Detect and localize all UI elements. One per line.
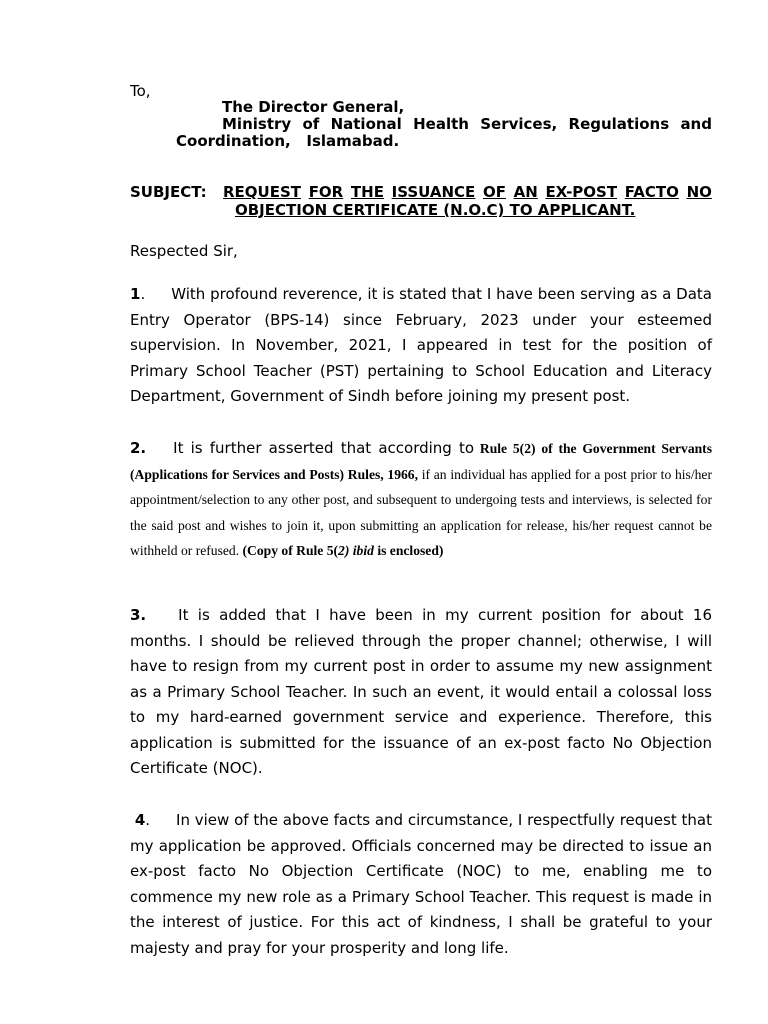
subject-line2: OBJECTION CERTIFICATE (N.O.C) TO APPLICANT. (235, 201, 636, 219)
ministry-word: National (330, 115, 402, 133)
paragraph-lead: It is further asserted that according to (173, 439, 475, 457)
subject-word: FOR (308, 183, 344, 201)
paragraph-3 (130, 603, 712, 782)
subject-word: ISSUANCE (391, 183, 476, 201)
subject-word: OF (482, 183, 506, 201)
subject-word: THE (350, 183, 384, 201)
paragraph-text: It is added that I have been in my current position for about 16 months. I should be relieved through the proper channel; otherwise, I will have to resign from my current post in order to assume my new assignment as a Primary School Teacher. In such an event, it would entail a colossal loss to my hard-earned government service and experience. Therefore, this application is submitted for the issuance of an ex-post facto No Objection Certificate (NOC). (130, 606, 712, 777)
ministry-word: of (302, 115, 320, 133)
paragraph-text: In view of the above facts and circumstance, I respectfully request that my application be approved. Officials concerned may be directed to issue an ex-post facto No Objection Certificate (NOC) to me, enabling me to commence my new role as a Primary School Teacher. This request is made in the interest of justice. For this act of kindness, I shall be grateful to your majesty and pray for your prosperity and long life. (130, 811, 712, 957)
subject-label: SUBJECT: (130, 183, 207, 201)
salutation: Respected Sir, (130, 242, 238, 260)
rule-reference: Rule 5(2) of the Government Servants (Applications for Services and Posts) Rules, 1966, (130, 441, 713, 482)
ministry-word: Ministry (222, 115, 292, 133)
ministry-word: Health (413, 115, 469, 133)
copy-note-a: (Copy of Rule 5( (242, 543, 339, 558)
copy-note-b: 2) ibid (338, 543, 374, 558)
paragraph-number: 4 (134, 811, 146, 829)
paragraph-number: 2. (130, 439, 147, 457)
paragraph-text: if an individual has applied for a post prior to his/her appointment/selection to any other post, and subsequent to undergoing tests and interviews, is selected for the said post and wishes to join it, upon submitting an application for release, his/her request cannot be withheld or refused. (130, 466, 712, 558)
recipient-title: The Director General, (222, 98, 405, 116)
ministry-word: Services, (480, 115, 558, 133)
recipient-ministry-line1 (222, 116, 712, 133)
paragraph-2 (130, 436, 712, 564)
paragraph-4: 4. In view of the above facts and circumstance, I respectfully request that my application be approved. Officials concerned may be directed to issue an ex-post facto No Objection Certificate (NOC) to me, enabling me to commence my new role as a Primary School Teacher. This request is made in the interest of justice. For this act of kindness, I shall be grateful to your majesty and pray for your prosperity and long life. (130, 811, 712, 957)
subject-word: AN (513, 183, 538, 201)
paragraph-number: 3. (130, 606, 147, 624)
copy-note-c: is enclosed) (377, 543, 444, 558)
subject-line1 (223, 183, 712, 201)
subject-word: EX-POST (545, 183, 618, 201)
address-to: To, (130, 82, 151, 100)
ministry-word: and (680, 115, 712, 133)
subject-word: REQUEST (223, 183, 302, 201)
subject-word: FACTO (624, 183, 679, 201)
subject-word: NO (686, 183, 712, 201)
recipient-ministry-line2: Coordination, Islamabad. (176, 132, 400, 150)
paragraph-number: 1 (130, 285, 141, 303)
ministry-word: Regulations (568, 115, 670, 133)
paragraph-text: With profound reverence, it is stated that I have been serving as a Data Entry Operator (BPS-14) since February, 2023 under your esteemed supervision. In November, 2021, I appeared in test for the position of Primary School Teacher (PST) pertaining to School Education and Literacy Department, Government of Sindh before joining my present post. (130, 285, 712, 405)
paragraph-1: 1. With profound reverence, it is stated that I have been serving as a Data Entry Operator (BPS-14) since February, 2023 under your esteemed supervision. In November, 2021, I appeared in test for the position of Primary School Teacher (PST) pertaining to School Education and Literacy Department, Government of Sindh before joining my present post. (130, 285, 712, 405)
